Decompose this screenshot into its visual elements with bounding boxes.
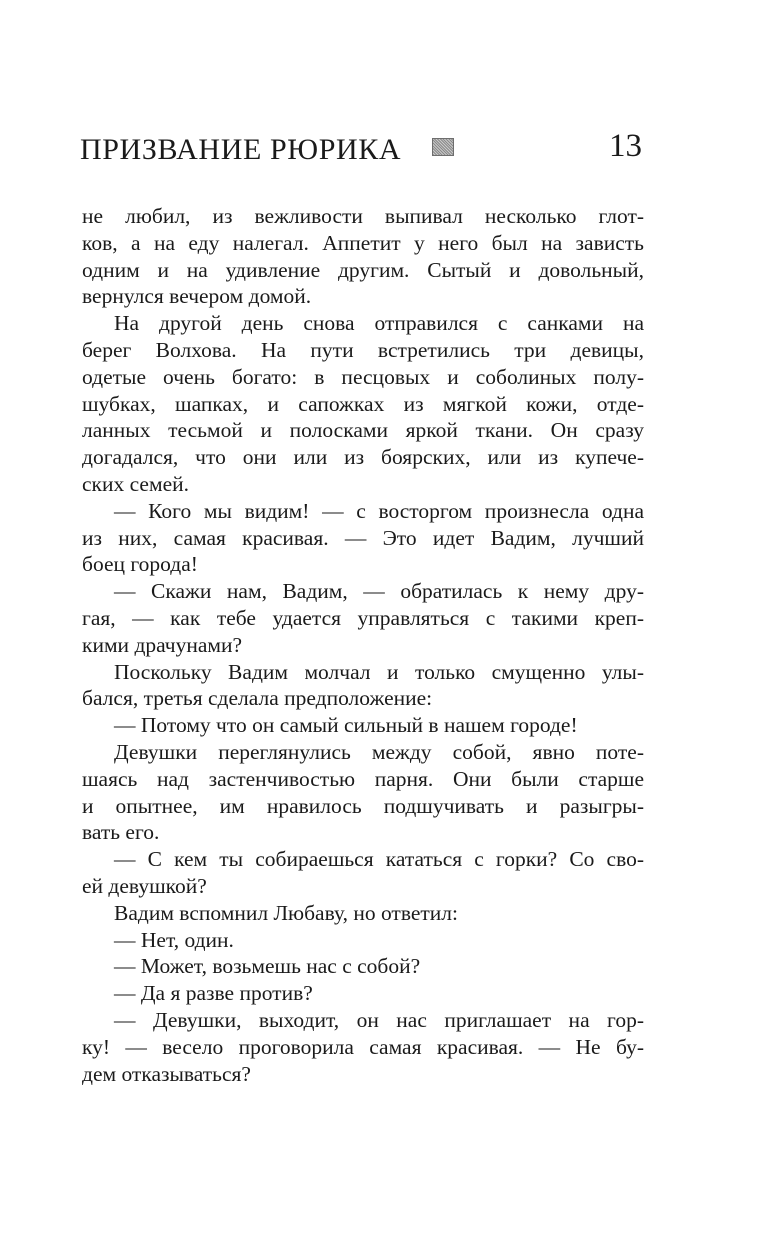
text-line: шаясь над застенчивостью парня. Они были старше [82, 766, 644, 791]
text-line: бался, третья сделала предположение: [82, 686, 433, 711]
text-line: одетые очень богато: в песцовых и соболиных полу- [82, 364, 644, 389]
page-number: 13 [609, 128, 642, 164]
text-line: — Да я разве против? [114, 981, 313, 1006]
text-line: ков, а на еду налегал. Аппетит у него был на зависть [82, 230, 644, 255]
text-line: дем отказываться? [82, 1061, 251, 1086]
text-line: — Кого мы видим! — с восторгом произнесла одна [114, 498, 644, 523]
text-line: не любил, из вежливости выпивал несколько глот- [82, 204, 644, 228]
running-title: ПРИЗВАНИЕ РЮРИКА [80, 133, 402, 166]
text-line: ланных тесьмой и полосками яркой ткани. Он сразу [82, 418, 644, 443]
text-line: из них, самая красивая. — Это идет Вадим, лучший [82, 525, 644, 550]
text-line: — Потому что он самый сильный в нашем городе! [114, 713, 578, 738]
text-line: вать его. [82, 820, 160, 845]
text-line: шубках, шапках, и сапожках из мягкой кожи, отде- [82, 391, 644, 416]
body-text [82, 203, 644, 1087]
text-line: — Может, возьмешь нас с собой? [114, 954, 421, 979]
text-line: ку! — весело проговорила самая красивая. — Не бу- [82, 1034, 644, 1059]
text-line: вернулся вечером домой. [82, 284, 312, 309]
text-line: — Девушки, выходит, он нас приглашает на гор- [114, 1007, 644, 1032]
text-line: кими драчунами? [82, 632, 243, 657]
text-line: берег Волхова. На пути встретились три девицы, [82, 337, 644, 362]
text-line: — Нет, один. [114, 927, 234, 952]
text-line: Поскольку Вадим молчал и только смущенно улы- [114, 659, 644, 684]
text-line: Девушки переглянулись между собой, явно поте- [114, 739, 644, 764]
text-line: ей девушкой? [82, 873, 207, 898]
text-line: гая, — как тебе удается управляться с такими креп- [82, 605, 644, 630]
running-header [80, 122, 644, 170]
text-line: одним и на удивление другим. Сытый и довольный, [82, 257, 644, 282]
text-line: догадался, что они или из боярских, или из купече- [82, 445, 644, 470]
text-line: — С кем ты собираешься кататься с горки? Со сво- [114, 847, 644, 872]
text-line: боец города! [82, 552, 198, 577]
text-line: ских семей. [82, 471, 189, 496]
text-line: и опытнее, им нравилось подшучивать и разыгры- [82, 793, 644, 818]
ornament-square-icon [432, 138, 454, 156]
text-line: Вадим вспомнил Любаву, но ответил: [114, 900, 458, 925]
text-line: На другой день снова отправился с санками на [114, 311, 644, 336]
text-line: — Скажи нам, Вадим, — обратилась к нему дру- [114, 579, 644, 604]
